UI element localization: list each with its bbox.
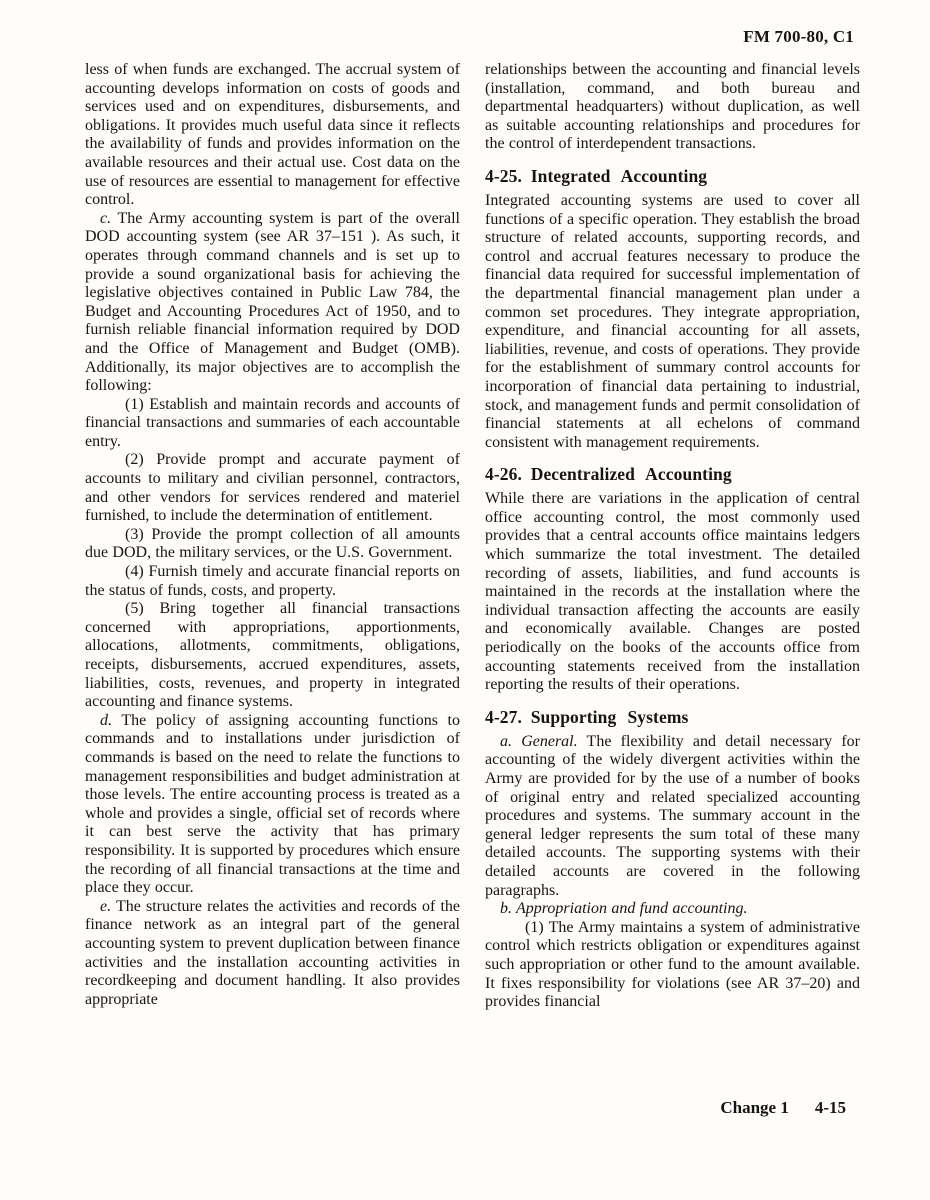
- list-item-2: (2) Provide prompt and accurate payment of accounts to military and civilian personnel, contractors, and other vendors for services rendered and materiel furnished, to include the determination of entitlement.: [85, 451, 460, 525]
- section-title: Decentralized Accounting: [530, 464, 732, 485]
- paragraph-continuation: relationships between the accounting and financial levels (installation, command, and both bureau and departmental headquarters) without duplication, as well as suitable accounting relationships and procedures for the control of interdependent transactions.: [485, 61, 860, 153]
- paragraph-continuation: less of when funds are exchanged. The accrual system of accounting develops information on costs of goods and services used and on expenditures, disbursements, and obligations. It provides much useful data since it reflects the availability of funds and provides information on the available resources and their actual use. Cost data on the use of resources are essential to management for effective control.: [85, 61, 460, 209]
- section-title: Supporting Systems: [530, 706, 689, 727]
- section-title: Integrated Accounting: [530, 165, 708, 186]
- list-item-4: (4) Furnish timely and accurate financial reports on the status of funds, costs, and property.: [85, 563, 460, 599]
- section-number: 4-25.: [485, 165, 522, 186]
- section-number: 4-26.: [485, 464, 522, 485]
- paragraph-d: [85, 712, 460, 898]
- paragraph-text: The Army accounting system is part of the overall DOD accounting system (see AR 37–151 ). As such, it operates through command channels and is set up to provide a sound organizational basis for achieving the legislative objectives contained in Public Law 784, the Budget and Accounting Procedures Act of 1950, and to furnish reliable financial information required by DOD and the Office of Management and Budget (OMB). Additionally, its major objectives are to accomplish the following:: [85, 209, 460, 395]
- paragraph-letter: c.: [100, 209, 112, 227]
- section-heading-4-25: [485, 166, 860, 187]
- section-body-4-26: While there are variations in the application of central office accounting control, the most commonly used provides that a central accounts office maintains ledgers which summarize the total investment. The detailed recording of assets, liabilities, and fund accounts is maintained in the records at the installation where the individual transaction affecting the accounts are easily and economically available. Changes are posted periodically on the books of the accounts office from accounting statements received from the installation reporting the results of their operations.: [485, 490, 860, 694]
- right-column: [485, 61, 860, 1012]
- two-column-body: [85, 61, 860, 1012]
- list-item-5: (5) Bring together all financial transactions concerned with appropriations, apportionments, allocations, allotments, commitments, obligations, receipts, disbursements, accrued expenditures, assets, liabilities, costs, revenues, and property in integrated accounting and finance systems.: [85, 600, 460, 711]
- paragraph-letter: d.: [100, 711, 112, 729]
- page-footer: [720, 1098, 846, 1118]
- paragraph-letter: b. Appropriation and fund accounting.: [500, 900, 748, 918]
- left-column: [85, 61, 460, 1012]
- paragraph-a-general: [485, 733, 860, 900]
- section-body-4-25: Integrated accounting systems are used to cover all functions of a specific operation. They establish the broad structure of related accounts, supporting records, and control and accrual features necessary to produce the financial data required for successful implementation of the departmental financial management plan under a common set procedures. They integrate appropriation, expenditure, and financial accounting for all assets, liabilities, revenue, and costs of operations. They provide for the establishment of summary control accounts for incorporation of financial data pertaining to industrial, stock, and management funds and permit consolidation of financial statements at all echelons of command consistent with management requirements.: [485, 191, 860, 451]
- paragraph-text: The structure relates the activities and records of the finance network as an integral part of the general accounting system to prevent duplication between finance activities and the installation accounting activities in recordkeeping and document handling. It also provides appropriate: [85, 897, 460, 1008]
- paragraph-text: The policy of assigning accounting functions to commands and to installations under jurisdiction of commands is based on the need to relate the functions to management responsibilities and budget administration at those levels. The entire accounting process is treated as a whole and provides a single, official set of records where it can best serve the activity that has primary responsibility. It is supported by procedures which ensure the recording of all financial transactions at the time and place they occur.: [85, 711, 460, 897]
- paragraph-letter: e.: [100, 897, 112, 915]
- list-item-3: (3) Provide the prompt collection of all amounts due DOD, the military services, or the U.S. Government.: [85, 525, 460, 562]
- page-number: 4-15: [814, 1098, 846, 1117]
- paragraph-letter: a. General.: [500, 732, 578, 750]
- paragraph-b-appropriation: [485, 900, 860, 919]
- paragraph-c: [85, 210, 460, 396]
- paragraph-e: [85, 898, 460, 1010]
- section-heading-4-27: [485, 707, 860, 728]
- list-item-1: (1) Establish and maintain records and accounts of financial transactions and summaries of each accountable entry.: [85, 395, 460, 450]
- list-item-b1: (1) The Army maintains a system of administrative control which restricts obligation or expenditures against such appropriation or other fund to the amount available. It fixes responsibility for violations (see AR 37–20) and provides financial: [485, 918, 860, 1011]
- change-label: Change 1: [720, 1098, 789, 1117]
- document-id-header: FM 700-80, C1: [743, 27, 854, 46]
- section-heading-4-26: [485, 464, 860, 485]
- section-number: 4-27.: [485, 706, 522, 727]
- paragraph-text: The flexibility and detail necessary for accounting of the widely divergent activities within the Army are provided for by the use of a number of books of original entry and related specialized accounting procedures and systems. The summary account in the general ledger represents the sum total of these many detailed accounts. The supporting systems with their detailed accounts are covered in the following paragraphs.: [485, 732, 861, 899]
